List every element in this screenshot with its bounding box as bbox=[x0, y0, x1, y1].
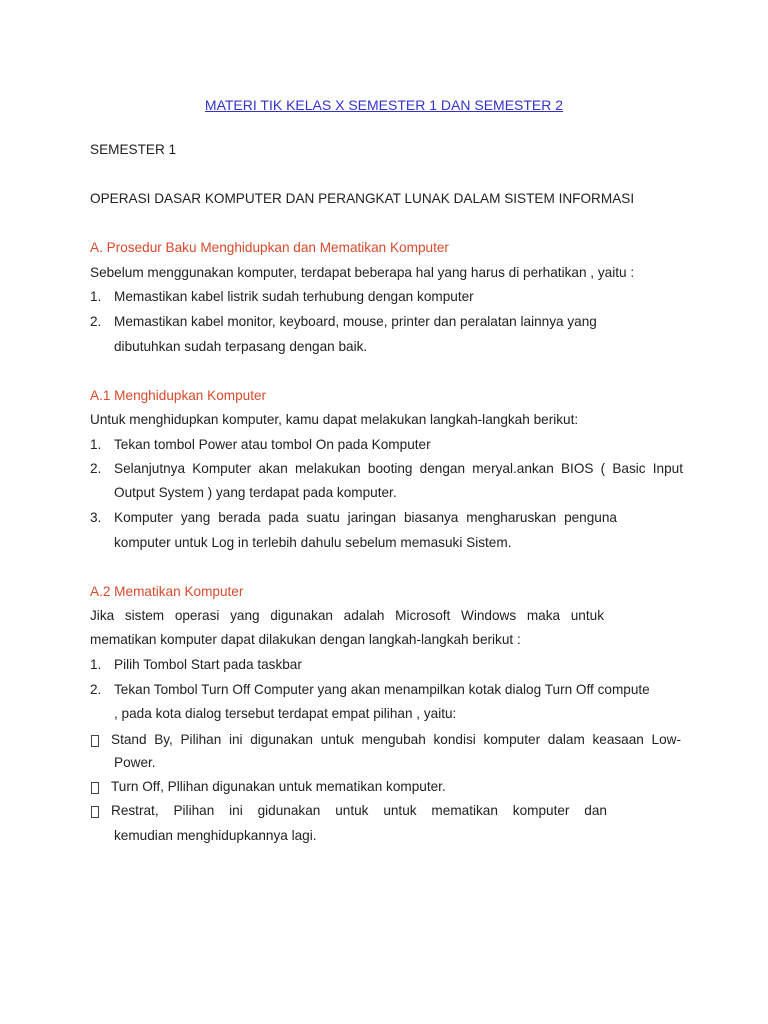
list-item-text: Memastikan kabel listrik sudah terhubung dengan komputer bbox=[114, 289, 474, 304]
bullet-item-text: Turn Off, Pllihan digunakan untuk mematikan komputer. bbox=[111, 779, 446, 794]
section-a1-intro: Untuk menghidupkan komputer, kamu dapat melakukan langkah-langkah berikut: bbox=[90, 412, 579, 427]
section-a-intro: Sebelum menggunakan komputer, terdapat beberapa hal yang harus di perhatikan , yaitu : bbox=[90, 265, 635, 280]
list-item-text: Tekan Tombol Turn Off Computer yang akan menampilkan kotak dialog Turn Off compute bbox=[114, 682, 650, 697]
list-item-text: Selanjutnya Komputer akan melakukan booting dengan meryal.ankan BIOS ( Basic Input bbox=[114, 461, 683, 476]
bullet-item-text: kemudian menghidupkannya lagi. bbox=[114, 828, 317, 843]
bullet-item-text: Restrat, Pilihan ini gidunakan untuk untuk mematikan komputer dan bbox=[111, 803, 607, 818]
bullet-icon bbox=[90, 802, 100, 820]
list-item-number: 3. bbox=[90, 510, 102, 525]
list-item-text: Tekan tombol Power atau tombol On pada Komputer bbox=[114, 437, 431, 452]
bullet-icon bbox=[90, 731, 100, 749]
bullet-icon bbox=[90, 778, 100, 796]
list-item-text: , pada kota dialog tersebut terdapat empat pilihan , yaitu: bbox=[114, 706, 457, 721]
list-item-number: 2. bbox=[90, 314, 102, 329]
semester-heading: SEMESTER 1 bbox=[90, 142, 177, 157]
list-item-text: Output System ) yang terdapat pada komputer. bbox=[114, 485, 397, 500]
section-a1-heading: A.1 Menghidupkan Komputer bbox=[90, 388, 267, 403]
section-a-heading: A. Prosedur Baku Menghidupkan dan Mematikan Komputer bbox=[90, 240, 449, 255]
bullet-item-text: Power. bbox=[114, 755, 156, 770]
list-item-text: Memastikan kabel monitor, keyboard, mouse, printer dan peralatan lainnya yang bbox=[114, 314, 597, 329]
section-a2-intro: mematikan komputer dapat dilakukan dengan langkah-langkah berikut : bbox=[90, 632, 521, 647]
list-item-number: 1. bbox=[90, 657, 102, 672]
list-item-text: komputer untuk Log in terlebih dahulu sebelum memasuki Sistem. bbox=[114, 535, 512, 550]
list-item-number: 1. bbox=[90, 437, 102, 452]
bullet-item-text: Stand By, Pilihan ini digunakan untuk mengubah kondisi komputer dalam keasaan Low- bbox=[111, 732, 681, 747]
list-item-number: 2. bbox=[90, 682, 102, 697]
section-a2-intro: Jika sistem operasi yang digunakan adalah Microsoft Windows maka untuk bbox=[90, 608, 604, 623]
list-item-text: Komputer yang berada pada suatu jaringan biasanya mengharuskan penguna bbox=[114, 510, 617, 525]
list-item-number: 1. bbox=[90, 289, 102, 304]
list-item-number: 2. bbox=[90, 461, 102, 476]
section-a2-heading: A.2 Mematikan Komputer bbox=[90, 584, 244, 599]
topic-heading: OPERASI DASAR KOMPUTER DAN PERANGKAT LUNAK DALAM SISTEM INFORMASI bbox=[90, 191, 635, 206]
list-item-text: Pilih Tombol Start pada taskbar bbox=[114, 657, 302, 672]
document-title[interactable]: MATERI TIK KELAS X SEMESTER 1 DAN SEMESTER 2 bbox=[204, 97, 564, 113]
list-item-text: dibutuhkan sudah terpasang dengan baik. bbox=[114, 339, 368, 354]
